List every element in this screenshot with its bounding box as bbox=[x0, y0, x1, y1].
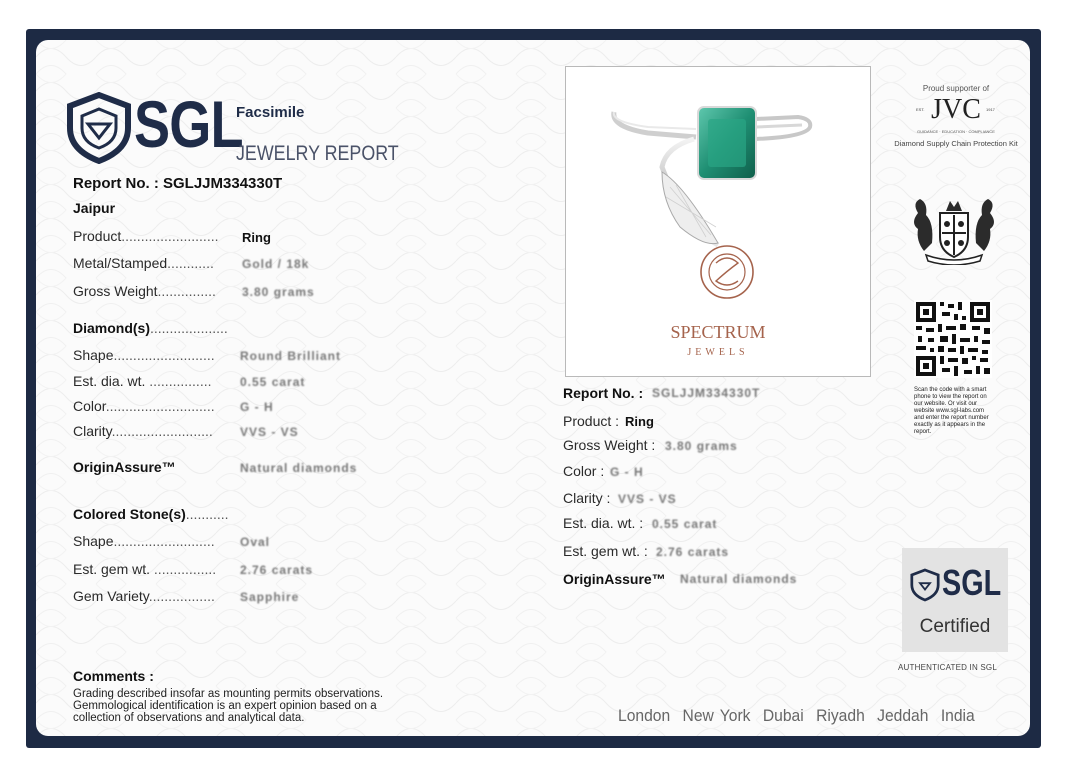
gem-variety-value: Sapphire bbox=[240, 590, 300, 604]
comments-text: Grading described insofar as mounting permits observations. Gemmological identification is an expert opinion based on a collection of observations and analytical data. bbox=[73, 688, 384, 724]
origin-assure-label: OriginAssure™ bbox=[73, 459, 176, 475]
jvc-year: 1917 bbox=[986, 107, 995, 112]
jvc-logo-text: JVC bbox=[931, 94, 981, 125]
report-number: Report No. : SGLJJM334330T bbox=[73, 175, 283, 192]
summary-dia-value: 0.55 carat bbox=[652, 517, 718, 531]
jewels-logo-text: JEWELS bbox=[687, 347, 749, 358]
summary-product-value: Ring bbox=[625, 414, 654, 429]
jvc-est: EST. bbox=[916, 107, 925, 112]
report-location: Jaipur bbox=[73, 200, 116, 216]
gem-variety-row: Gem Variety................. bbox=[73, 588, 215, 604]
gross-weight-row: Gross Weight............... bbox=[73, 283, 216, 299]
facsimile-label: Facsimile bbox=[236, 104, 305, 121]
jvc-kit-text: Diamond Supply Chain Protection Kit bbox=[894, 139, 1018, 148]
summary-gross-label: Gross Weight : bbox=[563, 437, 656, 453]
metal-row: Metal/Stamped............ bbox=[73, 255, 214, 271]
summary-clarity-label: Clarity : bbox=[563, 490, 611, 506]
gross-weight-value: 3.80 grams bbox=[242, 285, 315, 299]
summary-color-value: G - H bbox=[610, 465, 644, 479]
summary-product-label: Product : bbox=[563, 413, 620, 429]
dia-shape-value: Round Brilliant bbox=[240, 349, 341, 363]
summary-dia-label: Est. dia. wt. : bbox=[563, 515, 644, 531]
summary-report-label: Report No. : bbox=[563, 385, 644, 401]
authenticated-text: AUTHENTICATED IN SGL bbox=[898, 663, 997, 672]
dia-clarity-value: VVS - VS bbox=[240, 425, 299, 439]
summary-color-label: Color : bbox=[563, 463, 605, 479]
jewelry-photo bbox=[565, 66, 871, 377]
product-row: Product......................... bbox=[73, 228, 219, 244]
dia-clarity-row: Clarity.......................... bbox=[73, 423, 213, 439]
gem-shape-value: Oval bbox=[240, 535, 271, 549]
jvc-tagline: GUIDANCE · EDUCATION · COMPLIANCE bbox=[917, 129, 995, 134]
qr-code-icon bbox=[914, 300, 992, 378]
summary-gem-label: Est. gem wt. : bbox=[563, 543, 648, 559]
origin-assure-value: Natural diamonds bbox=[240, 461, 358, 475]
dia-wt-value: 0.55 carat bbox=[240, 375, 306, 389]
summary-gem-value: 2.76 carats bbox=[656, 545, 730, 559]
summary-origin-value: Natural diamonds bbox=[680, 572, 798, 586]
summary-report-value: SGLJJM334330T bbox=[652, 386, 761, 400]
dia-color-value: G - H bbox=[240, 400, 274, 414]
dia-color-row: Color............................ bbox=[73, 398, 215, 414]
gem-wt-row: Est. gem wt. ................ bbox=[73, 561, 217, 577]
summary-clarity-value: VVS - VS bbox=[618, 492, 677, 506]
sgl-logo-text: SGL bbox=[134, 87, 243, 161]
gem-shape-row: Shape.......................... bbox=[73, 533, 215, 549]
footer-cities: London New York Dubai Riyadh Jeddah India bbox=[618, 706, 975, 725]
comments-heading: Comments : bbox=[73, 668, 154, 684]
gem-wt-value: 2.76 carats bbox=[240, 563, 314, 577]
sgl-certified-badge bbox=[902, 548, 1008, 652]
sgl-shield-icon bbox=[66, 92, 132, 164]
colored-stones-heading: Colored Stone(s)........... bbox=[73, 506, 229, 522]
jvc-supporter-text: Proud supporter of bbox=[922, 84, 990, 93]
report-type: JEWELRY REPORT bbox=[236, 142, 399, 165]
summary-origin-label: OriginAssure™ bbox=[563, 571, 666, 587]
ring-image bbox=[566, 67, 870, 376]
spectrum-logo-text: SPECTRUM bbox=[670, 322, 766, 342]
certified-brand: SGL bbox=[942, 562, 1002, 603]
certified-shield-icon bbox=[910, 568, 940, 602]
dia-shape-row: Shape.......................... bbox=[73, 347, 215, 363]
certified-text: Certified bbox=[919, 616, 991, 637]
coat-of-arms-icon bbox=[906, 193, 1002, 265]
diamonds-heading: Diamond(s).................... bbox=[73, 320, 228, 336]
product-value: Ring bbox=[242, 230, 271, 245]
dia-wt-row: Est. dia. wt. ................ bbox=[73, 373, 212, 389]
summary-gross-value: 3.80 grams bbox=[665, 439, 738, 453]
metal-value: Gold / 18k bbox=[242, 257, 310, 271]
qr-instructions: Scan the code with a smart phone to view the report on our website. Or visit our website www.sgl-labs.com and enter the report number exactly as it appears in the report. bbox=[914, 387, 989, 435]
